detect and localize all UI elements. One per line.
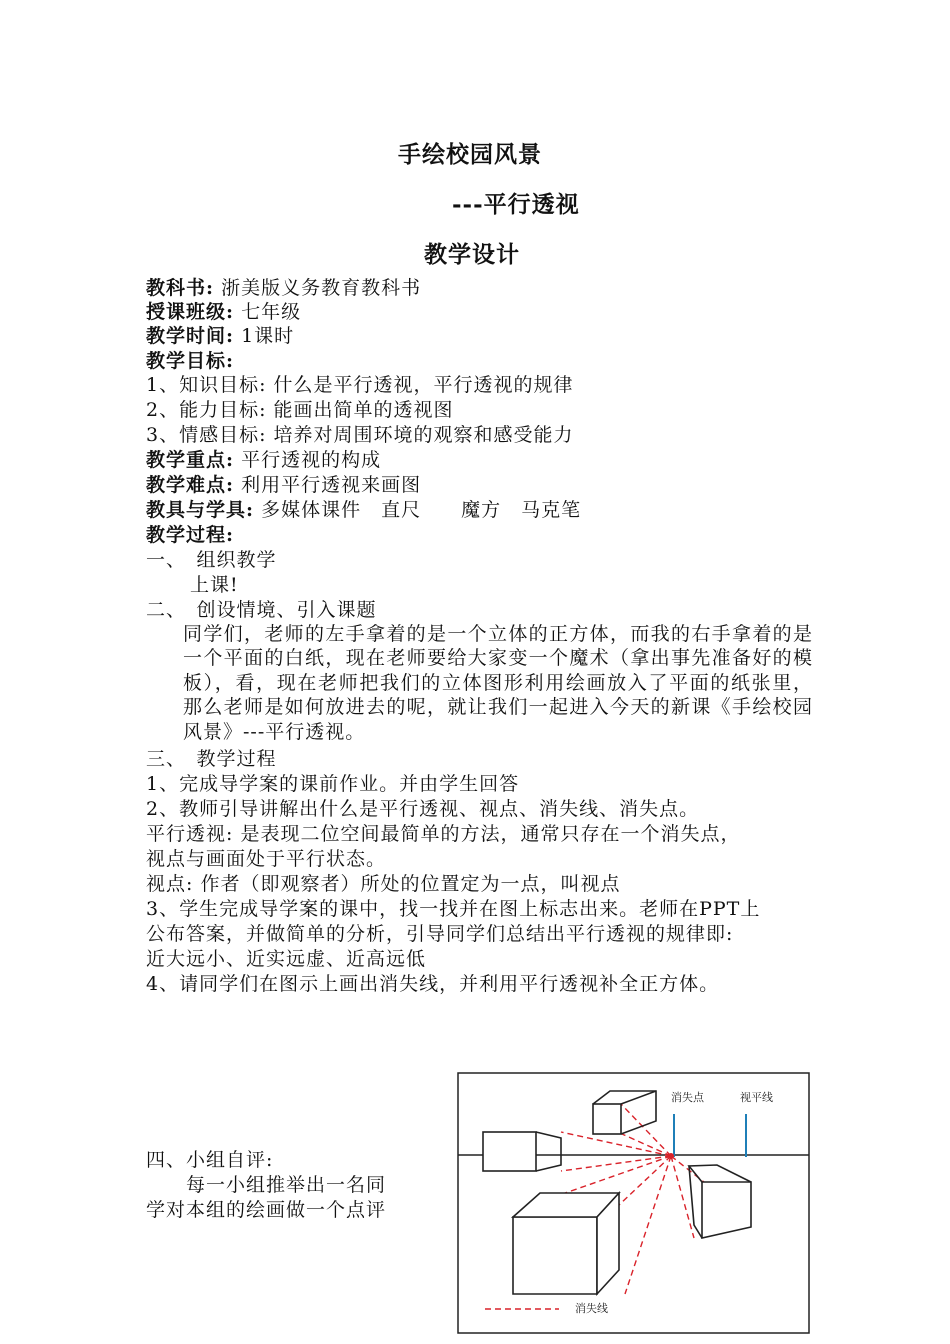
info-key bbox=[146, 448, 381, 472]
info-textbook bbox=[146, 276, 421, 300]
section-3-line-2: 2、教师引导讲解出什么是平行透视、视点、消失线、消失点。 bbox=[146, 798, 700, 820]
label-vanishing-line: 消失线 bbox=[575, 1302, 608, 1315]
doc-subtitle: ---平行透视 bbox=[452, 191, 580, 218]
label: 教学难点: bbox=[146, 474, 235, 496]
doc-title: 手绘校园风景 bbox=[398, 141, 542, 168]
section-3-line-9: 4、请同学们在图示上画出消失线，并利用平行透视补全正方体。 bbox=[146, 973, 720, 995]
diagram-frame bbox=[458, 1073, 809, 1333]
info-class bbox=[146, 300, 301, 324]
value: 多媒体课件 直尺 魔方 马克笔 bbox=[261, 499, 582, 521]
label: 教具与学具: bbox=[146, 499, 255, 521]
label: 教学重点: bbox=[146, 449, 235, 471]
section-4-title: 四、小组自评: bbox=[146, 1149, 274, 1171]
section-1-body: 上课! bbox=[190, 574, 239, 596]
section-3-line-3: 平行透视: 是表现二位空间最简单的方法，通常只存在一个消失点， bbox=[146, 823, 741, 845]
section-3-title: 三、 教学过程 bbox=[146, 748, 277, 770]
value: 1课时 bbox=[241, 325, 295, 347]
section-2-title: 二、 创设情境、引入课题 bbox=[146, 599, 377, 621]
goal-3: 3、情感目标: 培养对周围环境的观察和感受能力 bbox=[146, 424, 574, 446]
section-3-line-1: 1、完成导学案的课前作业。并由学生回答 bbox=[146, 773, 520, 795]
goal-1: 1、知识目标: 什么是平行透视，平行透视的规律 bbox=[146, 374, 574, 396]
section-4-line-1: 每一小组推举出一名同 bbox=[186, 1174, 387, 1196]
section-3-line-5: 视点: 作者（即观察者）所处的位置定为一点，叫视点 bbox=[146, 873, 621, 895]
info-time bbox=[146, 324, 294, 348]
label: 授课班级: bbox=[146, 301, 235, 323]
section-2-body: 同学们，老师的左手拿着的是一个立体的正方体，而我的右手拿着的是一个平面的白纸，现在老师要给大家变一个魔术（拿出事先准备好的模板），看，现在老师把我们的立体图形利用绘画放入了平面的纸张里，那么老师是如何放进去的呢，就让我们一起进入今天的新课《手绘校园风景》---平行透视。 bbox=[183, 623, 813, 743]
value: 利用平行透视来画图 bbox=[241, 474, 422, 496]
value: 浙美版义务教育教科书 bbox=[221, 277, 422, 299]
section-3-line-6: 3、学生完成导学案的课中，找一找并在图上标志出来。老师在PPT上 bbox=[146, 898, 761, 920]
info-difficulty bbox=[146, 473, 421, 497]
info-goals-label: 教学目标: bbox=[146, 350, 235, 372]
label: 教科书: bbox=[146, 277, 215, 299]
info-tools bbox=[146, 498, 581, 522]
value: 七年级 bbox=[241, 301, 302, 323]
info-process-label: 教学过程: bbox=[146, 524, 235, 546]
label: 教学时间: bbox=[146, 325, 235, 347]
section-3-line-4: 视点与画面处于平行状态。 bbox=[146, 848, 387, 870]
section-3-line-8: 近大远小、近实远虚、近高远低 bbox=[146, 948, 427, 970]
cube-bottom bbox=[513, 1193, 619, 1294]
perspective-diagram bbox=[457, 1072, 810, 1334]
vanishing-point bbox=[668, 1153, 674, 1159]
section-1-title: 一、 组织教学 bbox=[146, 549, 277, 571]
doc-design-heading: 教学设计 bbox=[424, 241, 520, 268]
goal-2: 2、能力目标: 能画出简单的透视图 bbox=[146, 399, 454, 421]
section-4-line-2: 学对本组的绘画做一个点评 bbox=[146, 1199, 387, 1221]
section-3-line-7: 公布答案，并做简单的分析，引导同学们总结出平行透视的规律即: bbox=[146, 923, 734, 945]
label-vanishing-point: 消失点 bbox=[671, 1091, 704, 1104]
label-horizon: 视平线 bbox=[740, 1091, 773, 1104]
value: 平行透视的构成 bbox=[241, 449, 382, 471]
